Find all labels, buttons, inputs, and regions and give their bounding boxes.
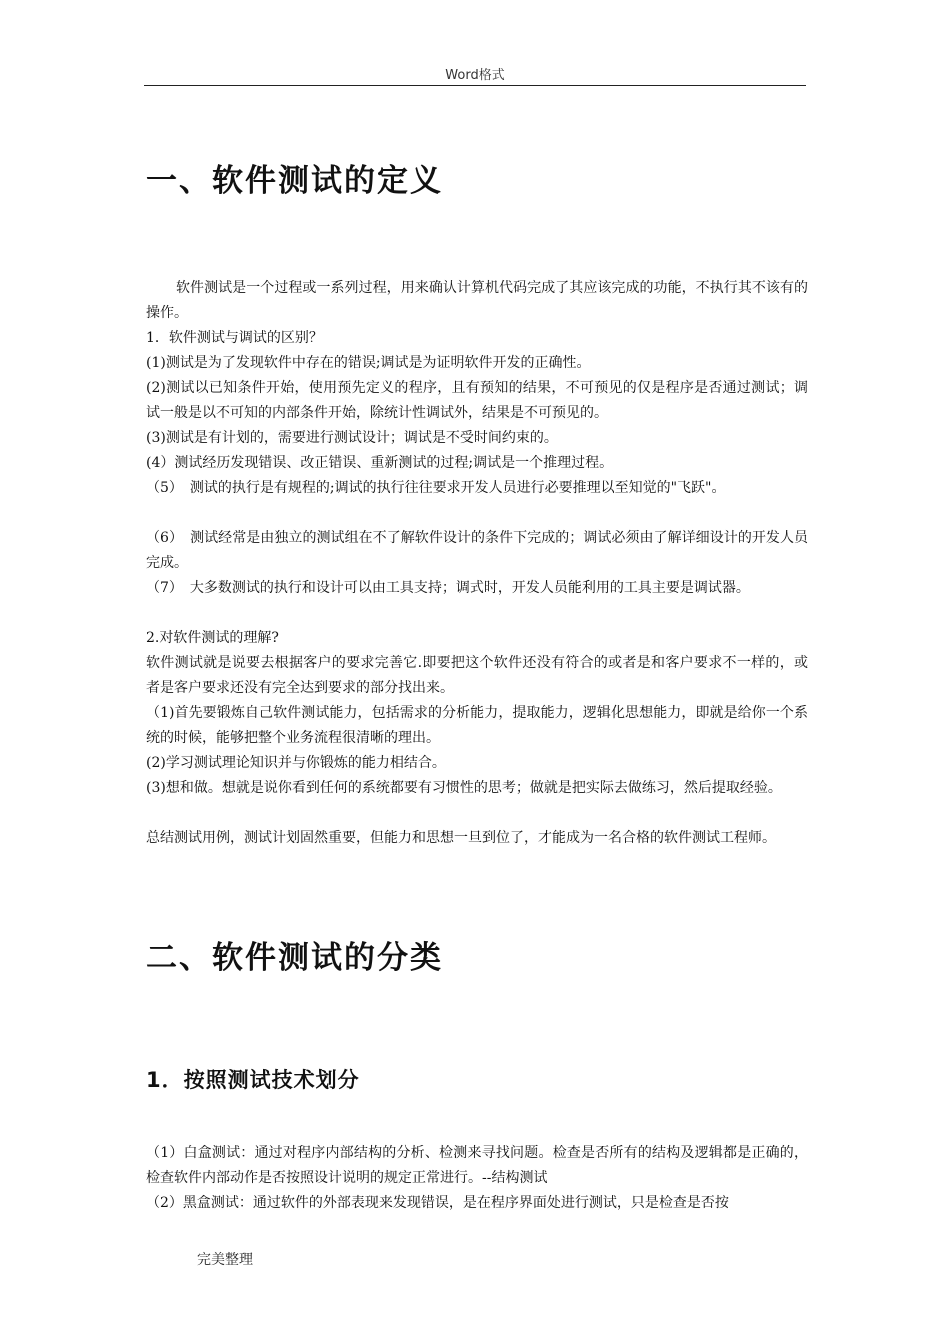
paragraph: （2）黑盒测试：通过软件的外部表现来发现错误，是在程序界面处进行测试，只是检查是否按 <box>146 1195 729 1211</box>
page-footer: 完美整理 <box>197 1252 253 1268</box>
paragraph: 软件测试就是说要去根据客户的要求完善它.即要把这个软件还没有符合的或者是和客户要求不一样的，或者是客户要求还没有完全达到要求的部分找出来。 <box>146 655 808 696</box>
paragraph: （5） 测试的执行是有规程的;调试的执行往往要求开发人员进行必要推理以至知觉的"飞跃"。 <box>146 480 726 496</box>
paragraph: 1．软件测试与调试的区别？ <box>146 330 323 346</box>
paragraph: (2)测试以已知条件开始，使用预先定义的程序，且有预知的结果，不可预见的仅是程序是否通过测试；调试一般是以不可知的内部条件开始，除统计性调试外，结果是不可预见的。 <box>146 380 808 421</box>
paragraph: (3)测试是有计划的，需要进行测试设计；调试是不受时间约束的。 <box>146 430 558 446</box>
paragraph: (4）测试经历发现错误、改正错误、重新测试的过程;调试是一个推理过程。 <box>146 455 614 471</box>
paragraph: (1)测试是为了发现软件中存在的错误;调试是为证明软件开发的正确性。 <box>146 355 591 371</box>
subsection-heading: 1．按照测试技术划分 <box>146 1068 360 1092</box>
paragraph: （1）白盒测试：通过对程序内部结构的分析、检测来寻找问题。检查是否所有的结构及逻辑都是正确的，检查软件内部动作是否按照设计说明的规定正常进行。--结构测试 <box>146 1145 808 1186</box>
page-header: Word格式 <box>445 68 505 83</box>
paragraph: (2)学习测试理论知识并与你锻炼的能力相结合。 <box>146 755 446 771</box>
section-1-heading: 一、软件测试的定义 <box>146 163 443 199</box>
section-2-heading: 二、软件测试的分类 <box>146 940 443 976</box>
paragraph: 软件测试是一个过程或一系列过程，用来确认计算机代码完成了其应该完成的功能，不执行其不该有的操作。 <box>146 280 808 321</box>
paragraph: （1)首先要锻炼自己软件测试能力，包括需求的分析能力，提取能力，逻辑化思想能力，即就是给你一个系统的时候，能够把整个业务流程很清晰的理出。 <box>146 705 808 746</box>
paragraph: (3)想和做。想就是说你看到任何的系统都要有习惯性的思考；做就是把实际去做练习，然后提取经验。 <box>146 780 782 796</box>
paragraph: （6） 测试经常是由独立的测试组在不了解软件设计的条件下完成的；调试必须由了解详细设计的开发人员完成。 <box>146 530 808 571</box>
paragraph: （7） 大多数测试的执行和设计可以由工具支持；调式时，开发人员能利用的工具主要是调试器。 <box>146 580 750 596</box>
paragraph: 2.对软件测试的理解? <box>146 630 279 646</box>
paragraph: 总结测试用例，测试计划固然重要，但能力和思想一旦到位了，才能成为一名合格的软件测试工程师。 <box>146 830 776 846</box>
header-rule <box>144 85 806 86</box>
